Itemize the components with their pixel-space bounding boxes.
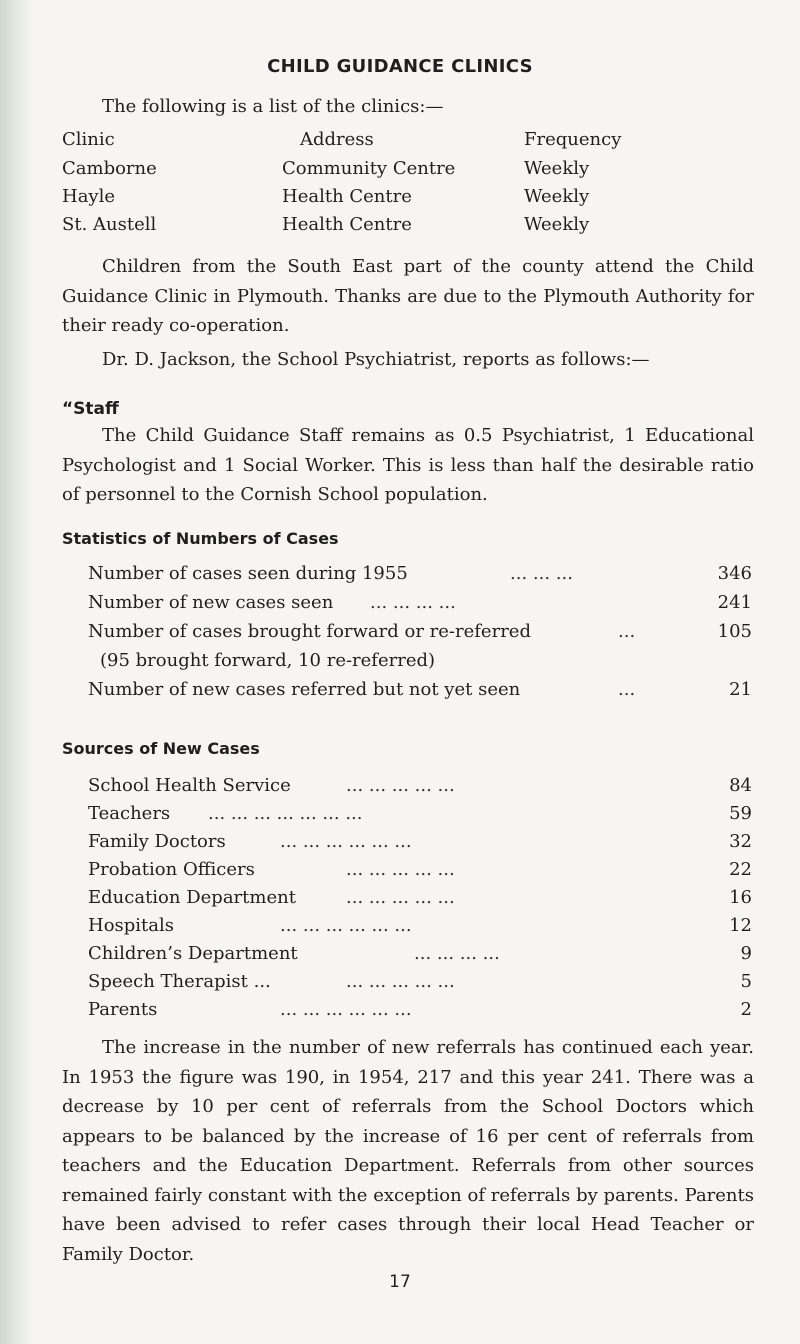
source-value: 12: [729, 915, 752, 936]
paragraph-plymouth: [62, 252, 754, 341]
clinic-address: Health Centre: [282, 186, 412, 207]
source-label: Education Department: [88, 887, 296, 908]
clinic-address: Health Centre: [282, 214, 412, 235]
leader-dots: ... ... ...: [510, 563, 573, 584]
address-header: Address: [300, 129, 374, 150]
leader-dots: ... ... ... ... ...: [346, 859, 455, 880]
leader-dots: ... ... ... ...: [370, 592, 456, 613]
leader-dots: ... ... ... ... ... ... ...: [208, 803, 363, 824]
source-label: Probation Officers: [88, 859, 255, 880]
stat-label: Number of new cases referred but not yet seen: [88, 679, 521, 700]
clinic-frequency: Weekly: [524, 214, 590, 235]
stat-row: [88, 592, 752, 614]
stat-label: Number of cases brought forward or re-referred: [88, 621, 531, 642]
clinic-name: St. Austell: [62, 214, 157, 235]
stat-row: [88, 621, 752, 643]
clinic-address: Community Centre: [282, 158, 456, 179]
statistics-heading: Statistics of Numbers of Cases: [62, 529, 339, 548]
paragraph-plymouth-text: Children from the South East part of the county attend the Child Guidance Clinic in Plymouth. Thanks are due to the Plymouth Authority for their ready co-operation.: [62, 256, 754, 336]
source-label: Teachers: [88, 803, 171, 824]
source-row: [88, 999, 752, 1021]
source-value: 16: [729, 887, 752, 908]
source-row: [88, 803, 752, 825]
stat-value: 105: [717, 621, 752, 642]
source-label: Speech Therapist ...: [88, 971, 271, 992]
paragraph-jackson: Dr. D. Jackson, the School Psychiatrist, reports as follows:—: [102, 349, 650, 370]
source-label: Parents: [88, 999, 158, 1020]
source-value: 9: [740, 943, 752, 964]
leader-dots: ... ... ... ... ... ...: [280, 831, 412, 852]
source-row: [88, 971, 752, 993]
clinic-name: Camborne: [62, 158, 157, 179]
stat-label: Number of new cases seen: [88, 592, 334, 613]
stat-value: 21: [729, 679, 752, 700]
stat-note: [100, 650, 764, 672]
stat-row: [88, 563, 752, 585]
leader-dots: ... ... ... ... ...: [346, 887, 455, 908]
clinic-frequency: Weekly: [524, 186, 590, 207]
paragraph-increase: [62, 1033, 754, 1269]
leader-dots: ... ... ... ... ...: [346, 971, 455, 992]
leader-dots: ...: [618, 621, 636, 642]
paragraph-increase-text: The increase in the number of new referrals has continued each year. In 1953 the figure was 190, in 1954, 217 and this year 241. There was a decrease by 10 per cent of referrals from the School Doctors which appears to be balanced by the increase of 16 per cent of referrals from teachers and the Education Department. Referrals from other sources remained fairly constant with the exception of referrals by parents. Parents have been advised to refer cases through their local Head Teacher or Family Doctor.: [62, 1037, 754, 1265]
source-row: [88, 915, 752, 937]
source-value: 59: [729, 803, 752, 824]
paragraph-staff: [62, 421, 754, 510]
clinic-header: Clinic: [62, 129, 115, 150]
staff-heading: “Staff: [62, 399, 119, 419]
source-label: Hospitals: [88, 915, 175, 936]
source-value: 5: [740, 971, 752, 992]
source-row: [88, 831, 752, 853]
sources-heading: Sources of New Cases: [62, 739, 260, 758]
source-label: Family Doctors: [88, 831, 226, 852]
source-row: [88, 943, 752, 965]
source-row: [88, 775, 752, 797]
frequency-header: Frequency: [524, 129, 622, 150]
stat-value: 346: [717, 563, 752, 584]
leader-dots: ... ... ... ...: [414, 943, 500, 964]
leader-dots: ... ... ... ... ... ...: [280, 915, 412, 936]
leader-dots: ... ... ... ... ...: [346, 775, 455, 796]
leader-dots: ... ... ... ... ... ...: [280, 999, 412, 1020]
source-row: [88, 887, 752, 909]
stat-note-text: (95 brought forward, 10 re-referred): [100, 650, 436, 671]
source-label: Children’s Department: [88, 943, 298, 964]
page-number: 17: [389, 1272, 411, 1292]
clinic-frequency: Weekly: [524, 158, 590, 179]
stat-label: Number of cases seen during 1955: [88, 563, 408, 584]
clinic-list-intro: The following is a list of the clinics:—: [102, 96, 444, 117]
page-title: CHILD GUIDANCE CLINICS: [267, 56, 533, 77]
leader-dots: ...: [618, 679, 636, 700]
source-value: 2: [740, 999, 752, 1020]
source-value: 22: [729, 859, 752, 880]
source-value: 32: [729, 831, 752, 852]
clinic-name: Hayle: [62, 186, 116, 207]
source-label: School Health Service: [88, 775, 291, 796]
stat-row: [88, 679, 752, 701]
source-value: 84: [729, 775, 752, 796]
paragraph-staff-text: The Child Guidance Staff remains as 0.5 Psychiatrist, 1 Educational Psychologist and 1 Social Worker. This is less than half the desirable ratio of personnel to the Cornish School population.: [62, 425, 754, 505]
source-row: [88, 859, 752, 881]
stat-value: 241: [717, 592, 752, 613]
